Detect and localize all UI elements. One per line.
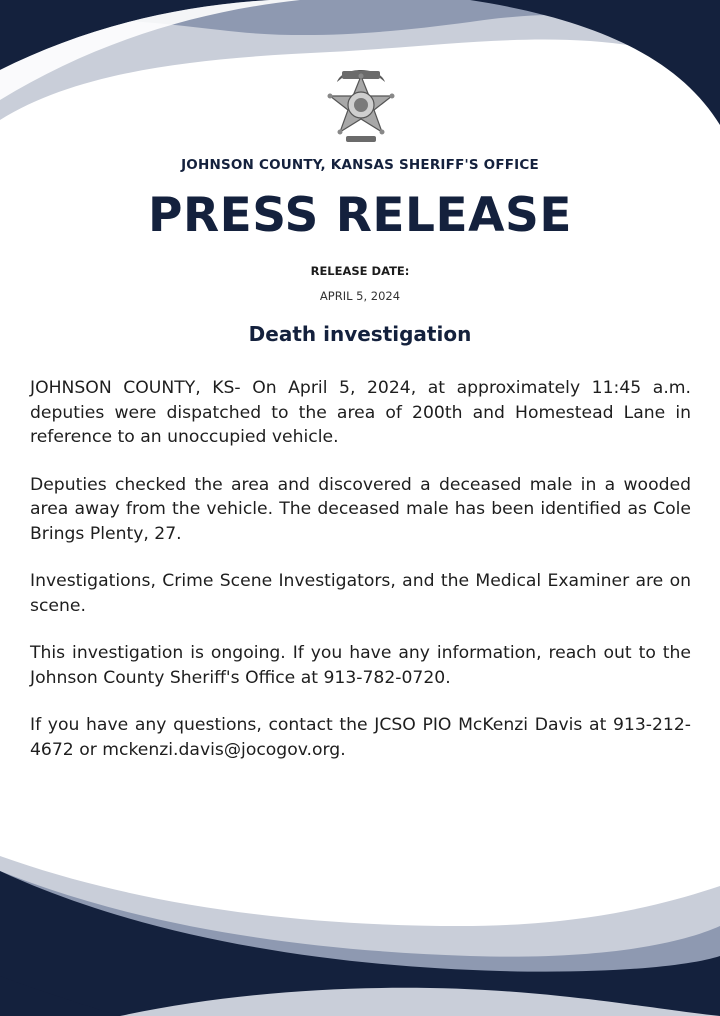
paragraph-dispatch: JOHNSON COUNTY, KS- On April 5, 2024, at approximately 11:45 a.m. deputies were dispatched to the area of 200th and Homestead Lane in reference to an unoccupied vehicle. — [30, 378, 691, 447]
sheriff-star-badge-icon — [322, 56, 400, 148]
body-text — [30, 376, 691, 785]
paragraph-on-scene: Investigations, Crime Scene Investigators, and the Medical Examiner are on scene. — [30, 571, 691, 616]
paragraph-ongoing: This investigation is ongoing. If you have any information, reach out to the Johnson County Sheriff's Office at 913-782-0720. — [30, 643, 691, 688]
agency-name: JOHNSON COUNTY, KANSAS SHERIFF'S OFFICE — [181, 157, 539, 173]
page-title: PRESS RELEASE — [148, 188, 572, 243]
release-date-value: APRIL 5, 2024 — [319, 289, 401, 303]
paragraph-contact: If you have any questions, contact the JCSO PIO McKenzi Davis at 913-212-4672 or mckenzi.davis@jocogov.org. — [30, 715, 691, 760]
release-date-label: RELEASE DATE: — [310, 264, 410, 278]
headline: Death investigation — [248, 322, 472, 346]
paragraph-discovery: Deputies checked the area and discovered a deceased male in a wooded area away from the vehicle. The deceased male has been identified as Cole Brings Plenty, 27. — [30, 474, 691, 544]
